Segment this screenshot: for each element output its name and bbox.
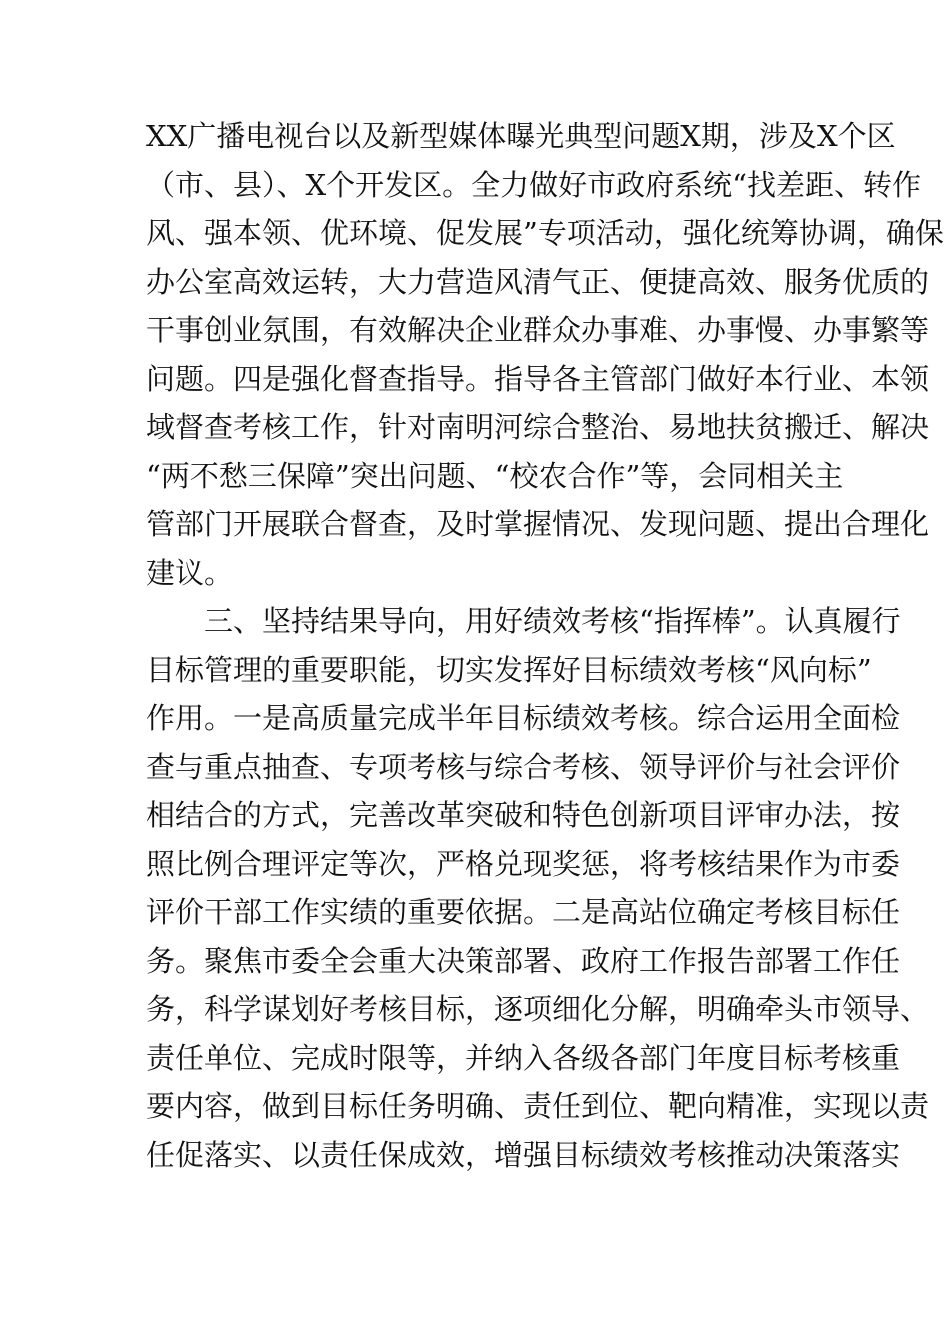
- text-line-17: 评价干部工作实绩的重要依据。二是高站位确定考核目标任: [146, 895, 901, 929]
- body-text: [146, 112, 944, 1179]
- text-line-3: 风、强本领、优环境、促发展”专项活动，强化统筹协调，确保: [146, 216, 944, 250]
- text-line-21: 要内容，做到目标任务明确、责任到位、靶向精准，实现以责: [146, 1089, 930, 1123]
- text-line-18: 务。聚焦市委全会重大决策部署、政府工作报告部署工作任: [146, 943, 901, 978]
- text-line-22: 任促落实、以责任保成效，增强目标绩效考核推动决策落实: [146, 1137, 901, 1172]
- text-line-20: 责任单位、完成时限等，并纳入各级各部门年度目标考核重: [146, 1040, 901, 1075]
- text-line-8: “两不愁三保障”突出问题、“校农合作”等，会同相关主: [146, 458, 844, 493]
- text-line-19: 务，科学谋划好考核目标，逐项细化分解，明确牵头市领导、: [146, 992, 930, 1026]
- text-line-5: 干事创业氛围，有效解决企业群众办事难、办事慢、办事繁等: [146, 313, 930, 347]
- section-three-heading-line: 三、坚持结果导向，用好绩效考核“指挥棒”。认真履行: [204, 604, 901, 638]
- text-line-1: XX广播电视台以及新型媒体曝光典型问题X期，涉及X个区: [146, 119, 896, 153]
- text-line-4: 办公室高效运转，大力营造风清气正、便捷高效、服务优质的: [146, 264, 930, 299]
- text-line-14: 查与重点抽查、专项考核与综合考核、领导评价与社会评价: [146, 749, 901, 784]
- text-line-15: 相结合的方式，完善改革突破和特色创新项目评审办法，按: [146, 798, 901, 832]
- text-line-2: （市、县）、X个开发区。全力做好市政府系统“找差距、转作: [146, 167, 921, 202]
- text-line-12: 目标管理的重要职能，切实发挥好目标绩效考核“风向标”: [146, 652, 872, 687]
- text-line-9: 管部门开展联合督查，及时掌握情况、发现问题、提出合理化: [146, 507, 930, 541]
- text-line-7: 域督查考核工作，针对南明河综合整治、易地扶贫搬迁、解决: [146, 410, 930, 444]
- text-line-13: 作用。一是高质量完成半年目标绩效考核。综合运用全面检: [146, 701, 901, 735]
- text-line-6: 问题。四是强化督查指导。指导各主管部门做好本行业、本领: [146, 361, 930, 396]
- text-line-16: 照比例合理评定等次，严格兑现奖惩，将考核结果作为市委: [146, 846, 901, 881]
- text-line-10: 建议。: [146, 555, 234, 590]
